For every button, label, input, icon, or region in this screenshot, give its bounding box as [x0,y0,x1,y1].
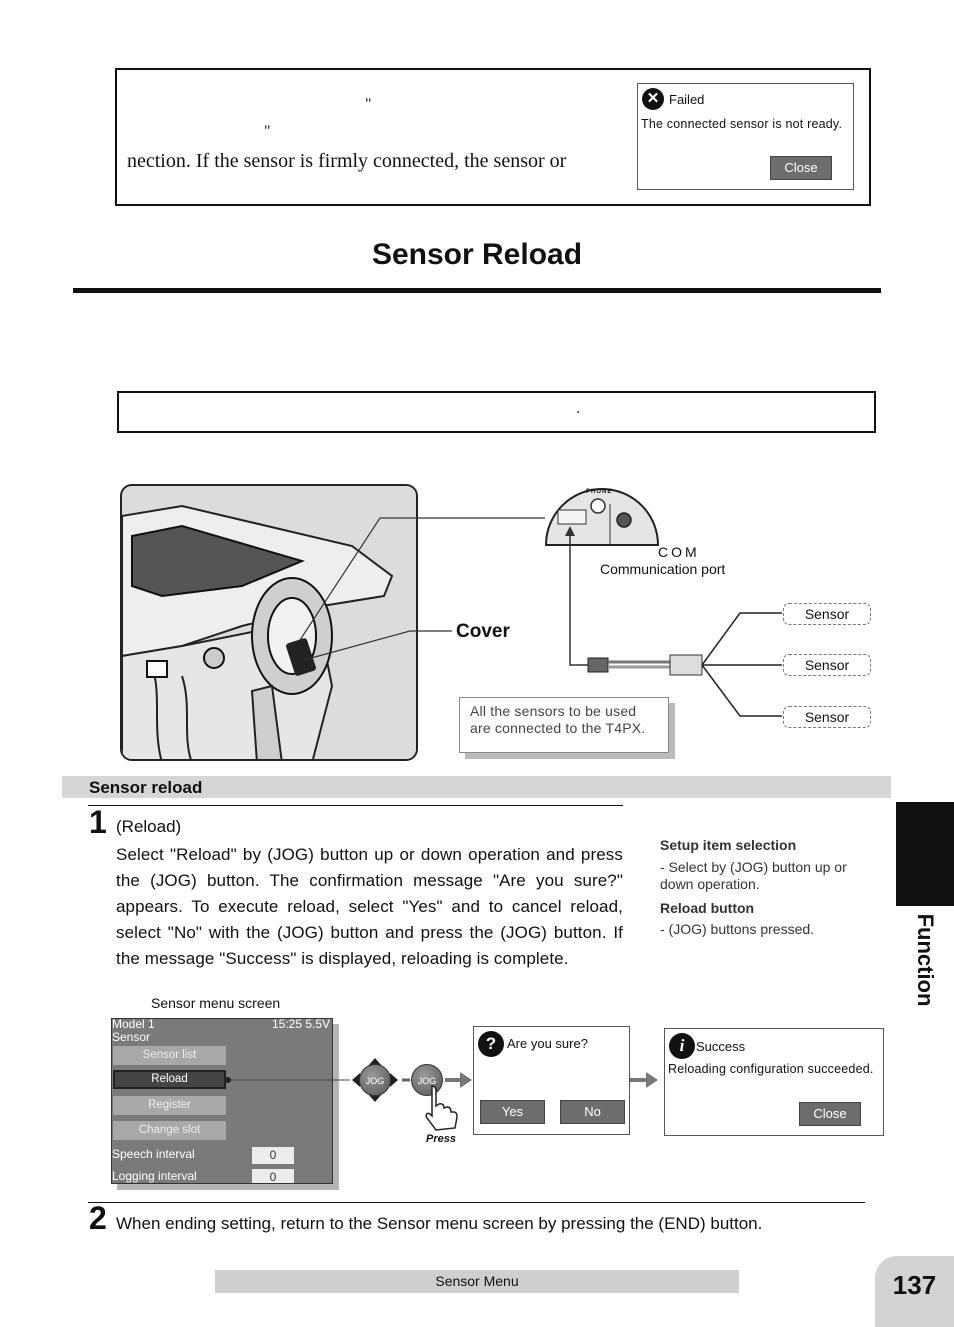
reload-heading: Reload button [660,900,755,916]
menu-caption: Sensor menu screen [151,995,281,1011]
page-number: 137 [892,1270,937,1300]
step2-text: When ending setting, return to the Sensor menu screen by pressing the (END) button. [116,1214,763,1233]
press-label: Press [426,1133,456,1145]
side-tab [896,802,954,906]
setup-heading: Setup item selection [660,837,797,853]
speech-label: Speech interval [112,1147,195,1161]
sensor-tag: Sensor [783,706,871,728]
phone-label: PHONE [586,489,613,495]
confirm-dialog-title: Are you sure? [507,1036,588,1051]
comm-port-label: Communication port [600,561,726,577]
com-label: COM [658,544,700,560]
step1-heading: (Reload) [116,817,182,836]
hand-pointer-icon [424,1084,458,1134]
menu-item-sensor-list[interactable]: Sensor list [113,1046,226,1065]
failed-dialog [637,83,854,190]
success-dialog-message: Reloading configuration succeeded. [668,1062,874,1076]
step1-body [116,842,623,972]
side-tab-label: Function [913,913,938,1007]
note-quote: " [365,96,372,113]
step2-number: 2 [89,1200,107,1236]
info-box-text: . [576,400,581,417]
no-button[interactable]: No [560,1100,625,1124]
model-name: Model 1 [112,1018,155,1031]
x-circle-icon: ✕ [642,88,664,110]
sensor-tag: Sensor [783,603,871,625]
step1-rule [88,805,623,806]
setup-text: - Select by (JOG) button up or down operation. [660,859,847,892]
menu-header: Sensor [112,1030,151,1044]
info-box [117,391,876,433]
status-readout: 15:25 5.5V [272,1018,331,1031]
menu-item-register[interactable]: Register [113,1096,226,1115]
jog-button-press[interactable]: JOG [411,1064,443,1096]
speech-value[interactable]: 0 [252,1147,294,1164]
sensor-tag: Sensor [783,654,871,676]
cover-label: Cover [456,621,510,642]
confirm-dialog [473,1026,630,1135]
failed-dialog-title: Failed [669,92,705,107]
step2-rule [88,1202,865,1203]
step1-text: Select "Reload" by (JOG) button up or down operation and press the (JOG) button. The confirmation message "Are you sure?" appears. To execute reload, select "Yes" and to cancel reload, select "No" with the (JOG) button and press the (JOG) button. If the message "Success" is displayed, reloading is complete. [116,845,623,968]
close-button[interactable]: Close [770,156,832,180]
title-rule [73,288,881,293]
section-label: Sensor reload [89,778,203,797]
success-dialog [664,1028,884,1136]
page-title: Sensor Reload [371,238,583,271]
logging-value[interactable]: 0 [252,1169,294,1184]
success-dialog-title: Success [696,1039,746,1054]
close-button[interactable]: Close [799,1102,861,1126]
info-icon: i [669,1033,695,1059]
logging-label: Logging interval [112,1169,197,1183]
jog-button[interactable]: JOG [359,1064,391,1096]
figure-note: All the sensors to be used are connected to the T4PX. [459,697,669,753]
footer-label: Sensor Menu [215,1270,739,1293]
menu-item-reload[interactable]: Reload [113,1070,226,1089]
note-text: nection. If the sensor is firmly connected, the sensor or [127,150,567,172]
reload-text: - (JOG) buttons pressed. [660,921,815,937]
yes-button[interactable]: Yes [480,1100,545,1124]
note-quote: " [264,123,271,140]
failed-dialog-message: The connected sensor is not ready. [641,117,843,131]
menu-item-change-slot[interactable]: Change slot [113,1121,226,1140]
question-icon: ? [478,1031,504,1057]
step1-number: 1 [89,804,107,840]
